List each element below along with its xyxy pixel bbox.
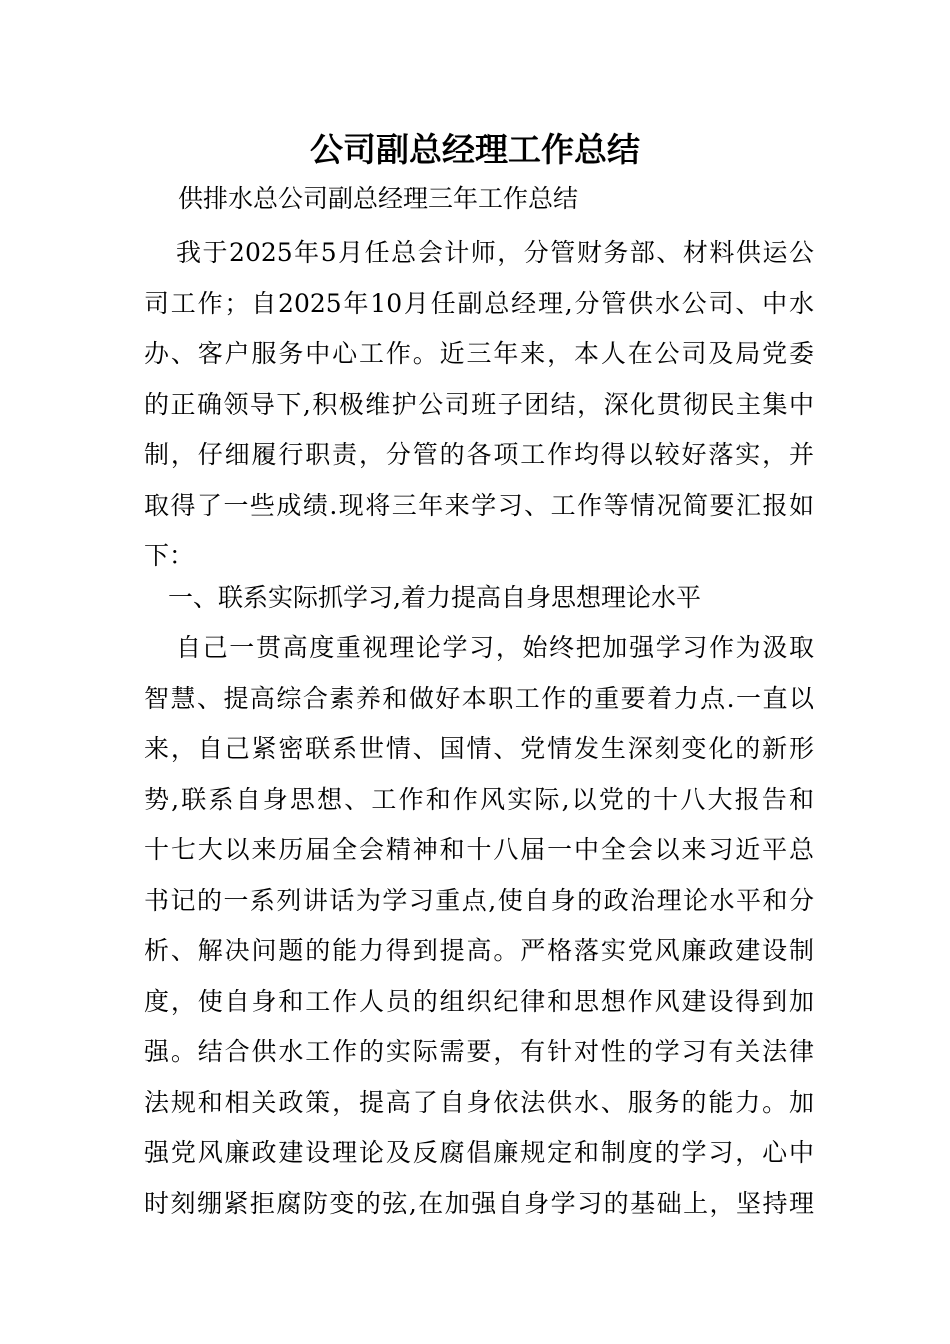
paragraph-line: 时刻绷紧拒腐防变的弦,在加强自身学习的基础上，坚持理 bbox=[144, 1188, 814, 1218]
paragraph-line: 下： bbox=[144, 541, 195, 570]
paragraph-line: 析、解决问题的能力得到提高。严格落实党风廉政建设制 bbox=[144, 936, 814, 965]
paragraph-line: 度，使自身和工作人员的组织纪律和思想作风建设得到加 bbox=[144, 986, 814, 1016]
paragraph-line: 制，仔细履行职责，分管的各项工作均得以较好落实，并 bbox=[144, 440, 814, 469]
paragraph-line: 取得了一些成绩.现将三年来学习、工作等情况简要汇报如 bbox=[144, 490, 814, 520]
section-heading: 一、联系实际抓学习,着力提高自身思想理论水平 bbox=[168, 583, 701, 612]
paragraph-line: 智慧、提高综合素养和做好本职工作的重要着力点.一直以 bbox=[144, 683, 814, 713]
paragraph-line: 自己一贯高度重视理论学习，始终把加强学习作为汲取 bbox=[176, 633, 814, 662]
document-title: 公司副总经理工作总结 bbox=[310, 130, 640, 169]
paragraph-line: 来，自己紧密联系世情、国情、党情发生深刻变化的新形 bbox=[144, 734, 814, 763]
paragraph-study bbox=[144, 623, 814, 1229]
paragraph-line: 强党风廉政建设理论及反腐倡廉规定和制度的学习，心中 bbox=[144, 1138, 814, 1167]
paragraph-line: 强。结合供水工作的实际需要，有针对性的学习有关法律 bbox=[144, 1037, 814, 1066]
paragraph-line: 势,联系自身思想、工作和作风实际,以党的十八大报告和 bbox=[144, 784, 814, 814]
paragraph-line: 我于2025年5月任总会计师，分管财务部、材料供运公 bbox=[176, 238, 814, 267]
paragraph-line: 十七大以来历届全会精神和十八届一中全会以来习近平总 bbox=[144, 835, 814, 864]
paragraph-line: 书记的一系列讲话为学习重点,使自身的政治理论水平和分 bbox=[144, 885, 814, 915]
paragraph-line: 法规和相关政策，提高了自身依法供水、服务的能力。加 bbox=[144, 1087, 814, 1117]
paragraph-intro bbox=[144, 228, 814, 582]
paragraph-line: 司工作；自2025年10月任副总经理,分管供水公司、中水 bbox=[144, 288, 814, 318]
document-subtitle: 供排水总公司副总经理三年工作总结 bbox=[178, 184, 579, 213]
paragraph-line: 的正确领导下,积极维护公司班子团结，深化贯彻民主集中 bbox=[144, 389, 814, 419]
paragraph-line: 办、客户服务中心工作。近三年来，本人在公司及局党委 bbox=[144, 339, 814, 368]
